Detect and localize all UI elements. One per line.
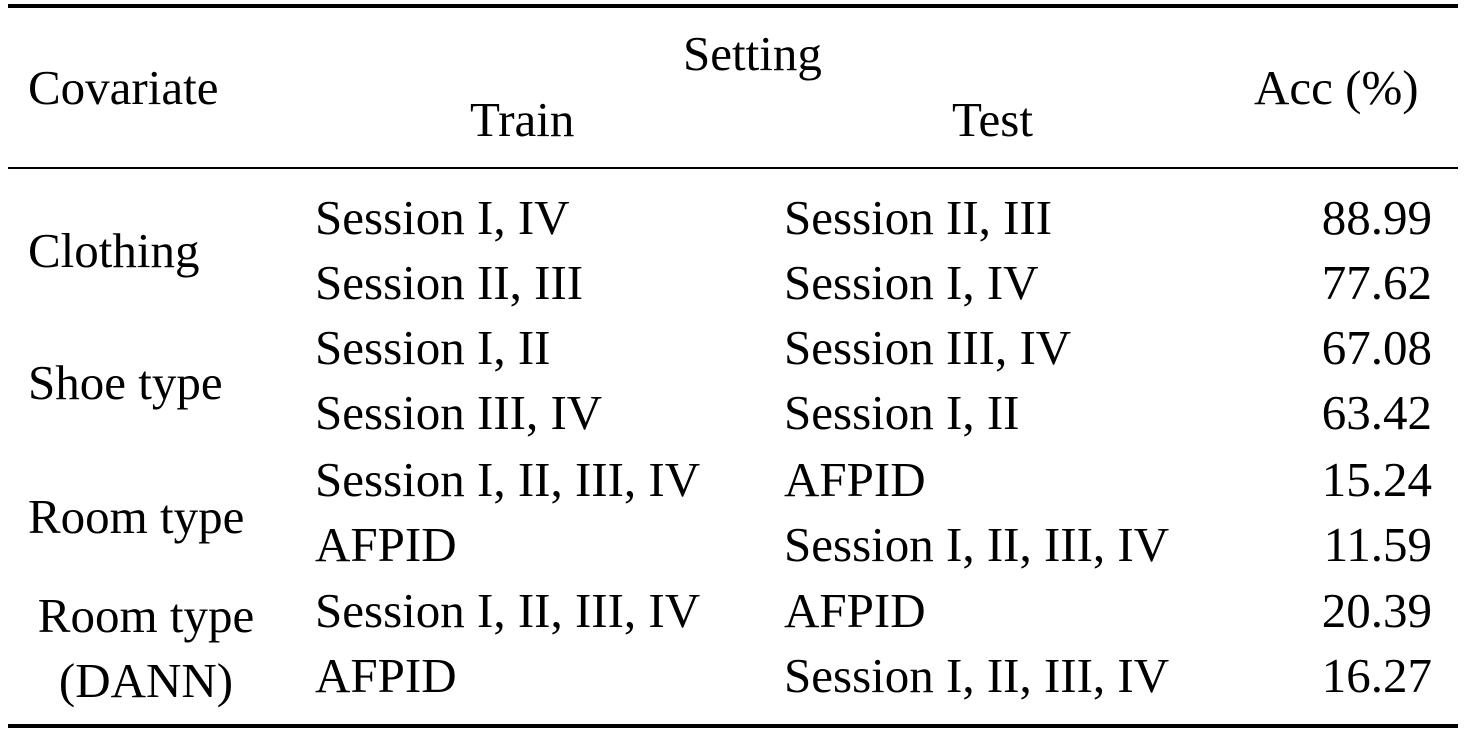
test-cell: Session II, III: [784, 190, 1053, 245]
train-cell: Session III, IV: [315, 385, 603, 440]
accuracy-cell: 67.08: [1321, 320, 1432, 375]
covariate-cell-shoe-type: [0, 317, 304, 449]
accuracy-cell: 20.39: [1321, 583, 1432, 638]
covariate-label: Shoe type: [28, 355, 223, 410]
train-cell: AFPID: [315, 648, 457, 703]
test-cell: Session III, IV: [784, 320, 1072, 375]
header-setting: Setting: [683, 26, 822, 81]
covariate-label: Clothing: [28, 223, 200, 278]
top-rule: [8, 4, 1458, 8]
train-cell: Session I, II, III, IV: [315, 452, 701, 507]
covariate-cell-room-type: [0, 449, 304, 581]
train-cell: Session I, II, III, IV: [315, 583, 701, 638]
accuracy-cell: 11.59: [1323, 517, 1432, 572]
header-train: Train: [470, 92, 575, 147]
test-cell: AFPID: [784, 583, 926, 638]
train-cell: Session I, II: [315, 320, 551, 375]
covariate-label-suffix: (DANN): [58, 653, 234, 708]
header-rule: [8, 167, 1458, 169]
header-accuracy: Acc (%): [1254, 60, 1419, 115]
accuracy-cell: 63.42: [1321, 385, 1432, 440]
train-cell: AFPID: [315, 517, 457, 572]
test-cell: Session I, II: [784, 385, 1020, 440]
train-cell: Session II, III: [315, 255, 584, 310]
accuracy-cell: 15.24: [1321, 452, 1432, 507]
test-cell: AFPID: [784, 452, 926, 507]
covariate-cell-room-type-dann: [0, 583, 304, 715]
test-cell: Session I, II, III, IV: [784, 648, 1170, 703]
test-cell: Session I, II, III, IV: [784, 517, 1170, 572]
covariate-label: Room type: [37, 588, 255, 643]
test-cell: Session I, IV: [784, 255, 1039, 310]
covariate-cell-clothing: [0, 185, 304, 317]
bottom-rule: [8, 724, 1458, 728]
accuracy-cell: 77.62: [1321, 255, 1432, 310]
accuracy-cell: 88.99: [1321, 190, 1432, 245]
covariate-label: Room type: [28, 489, 245, 544]
accuracy-cell: 16.27: [1321, 648, 1432, 703]
header-test: Test: [952, 92, 1033, 147]
header-covariate: Covariate: [28, 60, 219, 115]
train-cell: Session I, IV: [315, 190, 570, 245]
